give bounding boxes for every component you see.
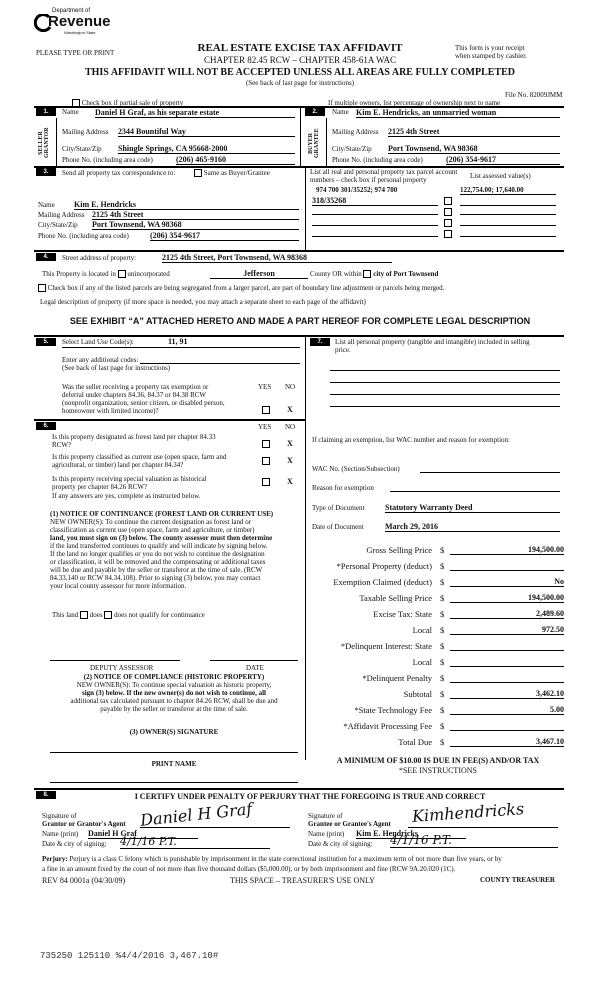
unincorporated-checkbox[interactable] [118,270,126,278]
tax-mail: 2125 4th Street [92,210,299,220]
does-qualify-checkbox[interactable] [80,611,88,619]
fee-label: *Affidavit Processing Fee [343,721,432,731]
fee-value [450,657,564,667]
fee-label: Excise Tax: State [373,609,432,619]
exemption-claim-label: If claiming an exemption, list WAC number and reason for exemption: [312,436,510,444]
seller-phone-label: Phone No. (including area code) [62,156,153,164]
fee-value: 3,462.10 [450,689,564,699]
notice1-line: classification as current use (open space, farm and agriculture, or timber) [50,526,255,534]
fee-row [310,719,570,735]
grantor-date: 4/1/16 P.T. [120,836,270,849]
parcel-3-personal-checkbox[interactable] [444,219,452,227]
fee-currency: $ [440,705,445,715]
fees-table [310,543,570,751]
city-of-label: city of Port Townsend [373,270,439,278]
section-2-badge: 2. [305,108,325,116]
doc-date: March 29, 2016 [385,522,560,532]
perjury-text-1: Perjury is a class C felony which is punishable by imprisonment in the state correctional institution for a maximum term of not more than five years, or by [69,855,502,863]
fee-currency: $ [440,561,445,571]
assessed-label: List assessed value(s) [470,172,531,180]
forest-q1-line1: Is this property designated as forest land per chapter 84.33 [52,433,216,441]
see-instructions-note: *SEE INSTRUCTIONS [398,766,477,775]
fee-label: Subtotal [403,689,432,699]
grantee-name-label: Name (print) [308,830,345,838]
fee-value [450,673,564,683]
grantor-agent-label: Grantor or Grantor's Agent [42,820,126,828]
owner-signature-label: (3) OWNER(S) SIGNATURE [129,728,219,736]
doc-type: Statutory Warranty Deed [385,503,560,513]
fee-label: Local [412,625,432,635]
seller-side-label: SELLER GRANTOR [38,127,50,159]
perjury-text-2: a fine in an amount fixed by the court of not more than five thousand dollars ($5,000.00), or by both imprisonment and fine (RCW 9A.20.020 (1C). [42,865,456,873]
print-note: PLEASE TYPE OR PRINT [36,49,115,57]
logo-dept: Department of [52,8,91,14]
fee-value: 5.00 [450,705,564,715]
notice1-line: your local county assessor for more information. [50,582,187,590]
fee-label: Gross Selling Price [366,545,432,555]
county-or-row [310,270,438,278]
fee-label: *Delinquent Interest: State [340,641,432,651]
fee-currency: $ [440,625,445,635]
buyer-side-label: BUYER GRANTEE [308,128,320,158]
logo-name: Revenue [48,13,111,30]
county-treasurer-label: COUNTY TREASURER [480,876,555,884]
buyer-mail: 2125 4th Street [388,127,560,137]
fee-label: Taxable Selling Price [359,593,432,603]
fee-row [310,607,570,623]
section-8-badge: 8. [36,791,56,799]
forest-q1-no-mark: X [287,439,293,448]
tax-city-label: City/State/Zip [38,221,78,229]
city-checkbox[interactable] [363,270,371,278]
forest-no-header: NO [285,423,296,431]
fee-row [310,639,570,655]
section-1-badge: 1. [36,108,56,116]
section-5-badge: 5. [36,338,56,346]
reason-label: Reason for exemption [312,484,374,492]
dor-logo [34,4,111,48]
grantor-date-label: Date & city of signing: [42,840,107,848]
notice2-line: NEW OWNER(S): To continue special valuation as historic property, [76,681,272,689]
fee-currency: $ [440,641,445,651]
fee-row [310,559,570,575]
fee-currency: $ [440,689,445,699]
fee-label: *State Technology Fee [354,705,432,715]
exhibit-a-note: SEE EXHIBIT “A” ATTACHED HERETO AND MADE A PART HEREOF FOR COMPLETE LEGAL DESCRIPTION [69,316,531,326]
notice1-line: 84.33.140 or RCW 84.34.108). Prior to signing (3) below, you may contact [50,574,261,582]
notice1-line: If the land no longer qualifies or you do not wish to continue the designation [50,550,265,558]
file-number: File No. 82009JMM [505,91,563,99]
located-label: This Property is located in [42,270,116,278]
fee-row [310,591,570,607]
wac-label: WAC No. (Section/Subsection) [312,465,400,473]
certification-text: I CERTIFY UNDER PENALTY OF PERJURY THAT THE FOREGOING IS TRUE AND CORRECT [134,792,486,801]
buyer-city-label: City/State/Zip [332,145,372,153]
same-as-buyer-row [194,169,270,177]
receipt-note-1: This form is your receipt [455,44,525,52]
forest-q1-yes-checkbox[interactable] [262,440,270,448]
seller-mail-label: Mailing Address [62,128,109,136]
exempt-no-header: NO [285,383,296,391]
partial-sale-label: Check box if partial sale of property [81,99,184,107]
continuance-row [52,611,205,619]
form-warning: THIS AFFIDAVIT WILL NOT BE ACCEPTED UNLESS ALL AREAS ARE FULLY COMPLETED [84,67,516,78]
perjury-label: Perjury: [42,855,68,863]
seller-name: Daniel H Graf, as his separate estate [95,108,295,118]
buyer-name-label: Name [332,108,349,116]
notice1-line: or classification, it will be removed and the compensating or additional taxes [50,558,266,566]
doc-date-label: Date of Document [312,523,364,531]
seller-mail: 2344 Bountiful Way [118,127,295,137]
forest-q3-line1: Is this property receiving special valuation as historical [52,475,207,483]
county-or-label: County OR within [310,270,362,278]
tax-mail-label: Mailing Address [38,211,85,219]
seller-name-label: Name [62,108,79,116]
seller-phone: (206) 465-9160 [176,155,295,165]
assessor-date-label: DATE [246,664,264,672]
tax-name: Kim E. Hendricks [74,200,299,210]
fee-value: 2,489.60 [450,609,564,619]
additional-codes-label: Enter any additional codes: [62,356,139,364]
seller-city-label: City/State/Zip [62,145,102,153]
county-name: Jefferson [210,269,308,279]
deputy-assessor-label: DEPUTY ASSESSOR [90,664,154,672]
form-revision: REV 84 0001a (04/30/09) [42,876,126,885]
fee-row [310,687,570,703]
fee-row [310,735,570,751]
fee-currency: $ [440,545,445,555]
assessed-values: 122,754.00; 17,640.00 [460,186,556,195]
personal-label-2: price. [335,346,351,354]
segregation-row [38,284,444,292]
segregation-label: Check box if any of the listed parcels are being segregated from a larger parcel, are part of boundary line adjustment or parcels being merged. [47,284,445,292]
tax-phone-label: Phone No. (including area code) [38,232,129,240]
tax-phone: (206) 354-9617 [150,231,299,241]
parcel-1-personal-checkbox[interactable] [444,197,452,205]
receipt-note-2: when stamped by cashier. [455,52,527,60]
land-use-label: Select Land Use Code(s): [62,338,134,346]
notice1-line: if the land transferred continues to qualify and will indicate by signing below. [50,542,268,550]
forest-q2-line1: Is this property classified as current use (open space, farm and [52,453,227,461]
grantee-agent-label: Grantee or Grantee's Agent [308,820,391,828]
treasurer-space-note: THIS SPACE – TREASURER'S USE ONLY [230,876,375,885]
notice2-line: sign (3) below. If the new owner(s) do not wish to continue, all [82,689,266,697]
parcel-label-2: numbers – check box if personal property [310,176,427,184]
fee-value [450,561,564,571]
forest-q3-line2: property per chapter 84.26 RCW? [52,483,148,491]
fee-value: No [450,577,564,587]
grantee-date-label: Date & city of signing: [308,840,373,848]
fee-currency: $ [440,673,445,683]
section-7-badge: 7. [310,338,330,346]
fee-label: Local [412,657,432,667]
exempt-question-3: (nonprofit organization, senior citizen, or disabled person, [62,399,225,407]
fee-row [310,703,570,719]
fee-currency: $ [440,737,445,747]
exempt-yes-header: YES [258,383,272,391]
grantee-date: 4/1/16 P.T. [390,834,558,848]
fee-row [310,575,570,591]
parcel-number-2: 318/35268 [312,196,438,206]
multiple-owners-note: If multiple owners, list percentage of ownership next to name [328,99,501,107]
forest-q2-no-mark: X [287,456,293,465]
fee-currency: $ [440,593,445,603]
grantor-signature: Daniel H Graf [139,799,254,830]
parcel-4-personal-checkbox[interactable] [444,230,452,238]
fee-label: Total Due [398,737,432,747]
print-name-label: PRINT NAME [151,760,197,768]
notice-compliance-text [50,681,298,713]
buyer-city: Port Townsend, WA 98368 [388,144,560,154]
legal-desc-label: Legal description of property (if more space is needed, you may attach a separate sheet to each page of the affidavit) [40,298,366,306]
fee-value: 972.50 [450,625,564,635]
fee-row [310,655,570,671]
fee-label: *Delinquent Penalty [362,673,432,683]
forest-q4: If any answers are yes, complete as instructed below. [52,492,201,500]
notice1-line: land, you must sign on (3) below. The county assessor must then determine [50,534,273,542]
grantee-name: Kim E. Hendricks [356,829,466,839]
fee-row [310,671,570,687]
fee-row [310,623,570,639]
fee-value: 194,500.00 [450,593,564,603]
street-label: Street address of property: [62,254,137,262]
section-4-badge: 4. [36,253,56,261]
fee-label: Exemption Claimed (deduct) [333,577,432,587]
tax-corr-label: Send all property tax correspondence to: [62,169,176,177]
buyer-phone: (206) 354-9617 [446,155,560,165]
fee-currency: $ [440,721,445,731]
minimum-fee-note: A MINIMUM OF $10.00 IS DUE IN FEE(S) AND/OR TAX [336,756,540,765]
notice2-line: payable by the seller or transferor at the time of sale. [100,705,248,713]
buyer-mail-label: Mailing Address [332,128,379,136]
same-as-buyer-checkbox[interactable] [194,169,202,177]
parcel-label-1: List all real and personal property tax parcel account [310,168,458,176]
forest-q1-line2: RCW? [52,441,72,449]
tax-city: Port Townsend, WA 98368 [92,220,299,230]
located-row [42,270,170,278]
buyer-name: Kim E. Hendricks, an unmarried woman [356,108,560,118]
forest-q2-line2: agricultural, or timber) land per chapter 84.34? [52,461,184,469]
form-chapter: CHAPTER 82.45 RCW – CHAPTER 458-61A WAC [204,55,396,65]
fee-value: 194,500.00 [450,545,564,555]
see-back-note: (See back of last page for instructions) [245,79,355,87]
exempt-question-1: Was the seller receiving a property tax exemption or [62,383,209,391]
forest-yes-header: YES [258,423,272,431]
notice-compliance-title: (2) NOTICE OF COMPLIANCE (HISTORIC PROPERTY) [83,673,265,681]
treasurer-receipt-stamp: 735250 125110 %4/4/2016 3,467.10# [40,951,219,961]
this-land-label: This land [52,611,79,619]
parcel-2-personal-checkbox[interactable] [444,208,452,216]
seller-city: Shingle Springs, CA 95668-2000 [118,144,295,154]
section-6-badge: 6. [36,422,56,430]
grantee-sig-label-1: Signature of [308,812,343,820]
exempt-question-4: homeowner with limited income)? [62,407,159,415]
grantee-signature: Kimhendricks [411,799,525,826]
buyer-phone-label: Phone No. (including area code) [332,156,423,164]
fee-label: *Personal Property (deduct) [336,561,432,571]
fee-currency: $ [440,657,445,667]
forest-q3-yes-checkbox[interactable] [262,478,270,486]
land-use-value: 11, 91 [168,337,188,346]
section-3-badge: 3. [36,168,56,176]
form-title: REAL ESTATE EXCISE TAX AFFIDAVIT [197,42,403,54]
perjury-notice [42,855,562,863]
grantor-name-label: Name (print) [42,830,79,838]
notice1-line: will be due and payable by the seller or transferor at the time of sale. (RCW [50,566,263,574]
doc-type-label: Type of Document [312,504,365,512]
notice-continuance-text [50,518,300,590]
does-not-label: does not qualify for continuance [114,611,205,619]
unincorporated-label: unincorporated [127,270,170,278]
parcel-number-1: 974 700 301/35252; 974 700 [316,186,398,194]
notice-continuance-title: (1) NOTICE OF CONTINUANCE (FOREST LAND OR CURRENT USE) [50,510,274,518]
fee-value [450,721,564,731]
fee-value: 3,467.10 [450,737,564,747]
fee-currency: $ [440,609,445,619]
street-address: 2125 4th Street, Port Townsend, WA 98368 [162,253,392,263]
fee-value [450,641,564,651]
does-label: does [89,611,103,619]
fee-currency: $ [440,577,445,587]
same-as-buyer-label: Same as Buyer/Grantee [203,169,270,177]
notice2-line: additional tax calculated pursuant to chapter 84.26 RCW, shall be due and [70,697,278,705]
additional-codes-note: (See back of last page for instructions) [62,364,171,372]
personal-label-1: List all personal property (tangible and intangible) included in selling [335,338,530,346]
notice1-line: NEW OWNER(S): To continue the current designation as forest land or [50,518,252,526]
exempt-no-mark: X [287,405,293,414]
grantor-name: Daniel H Graf [88,829,198,839]
logo-state: Washington State [64,30,96,35]
tax-name-label: Name [38,201,55,209]
fee-row [310,543,570,559]
forest-q2-yes-checkbox[interactable] [262,457,270,465]
exempt-question-2: deferral under chapters 84.36, 84.37 or 84.38 RCW [62,391,207,399]
forest-q3-no-mark: X [287,477,293,486]
grantor-sig-label-1: Signature of [42,812,77,820]
segregation-checkbox[interactable] [38,284,46,292]
does-not-qualify-checkbox[interactable] [104,611,112,619]
exempt-yes-checkbox[interactable] [262,406,270,414]
